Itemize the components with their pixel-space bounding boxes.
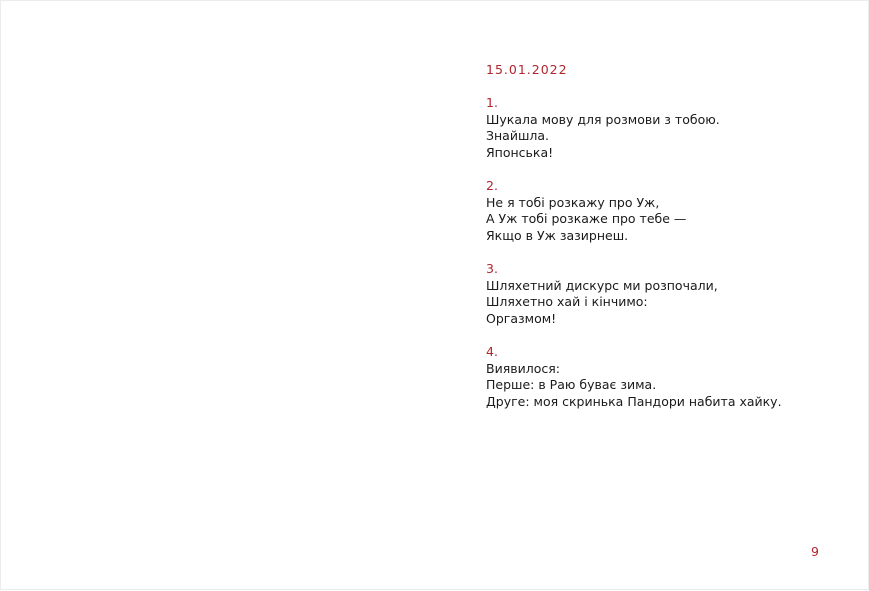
poem-line: Друге: моя скринька Пандори набита хайку. <box>486 393 782 409</box>
poem-line: Перше: в Раю буває зима. <box>486 377 657 393</box>
poem-number: 2. <box>486 177 498 193</box>
poem-line: А Уж тобі розкаже про тебе — <box>486 211 687 227</box>
poem-line: Якщо в Уж зазирнеш. <box>486 227 629 243</box>
entry-date: 15.01.2022 <box>486 62 568 77</box>
poem-number: 1. <box>486 95 498 110</box>
poem-line: Не я тобі розкажу про Уж, <box>486 194 660 210</box>
poem <box>486 178 856 244</box>
poem-line: Знайшла. <box>486 128 550 144</box>
poem-line: Виявилося: <box>486 360 560 376</box>
poem-list <box>486 95 856 427</box>
poem-number: 4. <box>486 343 498 359</box>
poem <box>486 344 856 410</box>
page-number: 9 <box>811 544 819 559</box>
poem-line: Японська! <box>486 144 554 160</box>
left-page <box>1 1 435 591</box>
poem-line: Шляхетний дискурс ми розпочали, <box>486 277 718 293</box>
poem <box>486 261 856 327</box>
poem-number: 3. <box>486 260 498 276</box>
right-page <box>435 1 869 591</box>
poem-line: Шляхетно хай і кінчимо: <box>486 294 648 310</box>
poem-line: Шукала мову для розмови з тобою. <box>486 111 720 127</box>
poem <box>486 95 856 161</box>
poem-line: Оргазмом! <box>486 310 557 326</box>
